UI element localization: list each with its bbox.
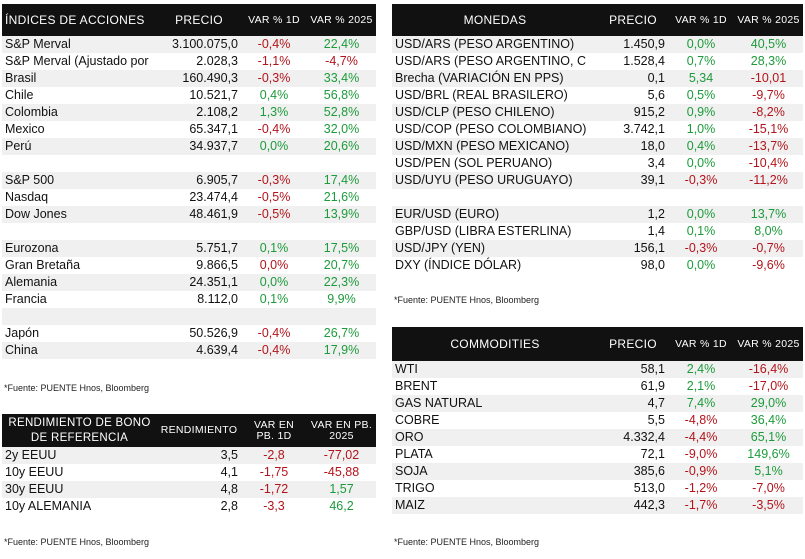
row-var-1d: -0,3% — [668, 172, 734, 189]
row-var-1d: 0,0% — [668, 155, 734, 172]
row-price: 61,9 — [598, 378, 668, 395]
row-var-2025: 26,7% — [307, 325, 376, 342]
table-row — [392, 240, 803, 257]
row-var-2025: -15,1% — [734, 121, 803, 138]
row-var-2025: -10,4% — [734, 155, 803, 172]
row-var-2025: -8,2% — [734, 104, 803, 121]
row-price: 98,0 — [598, 257, 668, 274]
spacer-row — [2, 223, 376, 240]
table-row — [392, 155, 803, 172]
row-price: 4,8 — [157, 481, 241, 498]
spacer-cell — [598, 189, 668, 206]
row-var-2025: 28,3% — [734, 53, 803, 70]
table-row — [392, 463, 803, 480]
row-name: GBP/USD (LIBRA ESTERLINA) — [392, 223, 598, 240]
row-name: USD/CLP (PESO CHILENO) — [392, 104, 598, 121]
row-var-1d: 0,0% — [668, 36, 734, 53]
row-var-2025: -9,6% — [734, 257, 803, 274]
row-name: SOJA — [392, 463, 598, 480]
row-price: 58,1 — [598, 361, 668, 378]
row-var-2025: 33,4% — [307, 70, 376, 87]
row-name: MAIZ — [392, 497, 598, 514]
row-var-1d: 0,4% — [668, 138, 734, 155]
spacer-cell — [307, 155, 376, 172]
row-var-1d: 0,1% — [241, 291, 307, 308]
table-row — [2, 206, 376, 223]
row-var-2025: -4,7% — [307, 53, 376, 70]
row-var-1d: -0,4% — [241, 325, 307, 342]
indices-source-note: *Fuente: PUENTE Hnos, Bloomberg — [4, 383, 150, 393]
table-row — [392, 121, 803, 138]
row-price: 48.461,9 — [157, 206, 241, 223]
row-name: Mexico — [2, 121, 157, 138]
row-name: USD/ARS (PESO ARGENTINO, C — [392, 53, 598, 70]
row-var-2025: 8,0% — [734, 223, 803, 240]
row-price: 915,2 — [598, 104, 668, 121]
row-var-2025: 20,6% — [307, 138, 376, 155]
currencies-header-var1d: VAR % 1D — [668, 4, 734, 36]
row-var-1d: -0,5% — [241, 206, 307, 223]
row-var-1d: -0,5% — [241, 189, 307, 206]
bonds-panel — [2, 414, 376, 515]
spacer-cell — [307, 223, 376, 240]
spacer-cell — [307, 308, 376, 325]
table-row — [2, 172, 376, 189]
row-var-2025: 5,1% — [734, 463, 803, 480]
row-price: 1.450,9 — [598, 36, 668, 53]
table-row — [392, 497, 803, 514]
row-var-2025: -3,5% — [734, 497, 803, 514]
spacer-cell — [157, 223, 241, 240]
table-row — [2, 70, 376, 87]
row-var-2025: 149,6% — [734, 446, 803, 463]
table-row — [2, 291, 376, 308]
row-var-1d: -4,8% — [668, 412, 734, 429]
table-row — [2, 138, 376, 155]
row-name: USD/COP (PESO COLOMBIANO) — [392, 121, 598, 138]
row-var-2025: 21,6% — [307, 189, 376, 206]
row-price: 442,3 — [598, 497, 668, 514]
row-name: 10y ALEMANIA — [2, 498, 157, 515]
row-var-2025: -45,88 — [307, 464, 376, 481]
indices-header-price: PRECIO — [157, 4, 241, 36]
bonds-header-yield: RENDIMIENTO — [157, 414, 241, 447]
spacer-row — [2, 308, 376, 325]
currencies-header-name: MONEDAS — [392, 4, 598, 36]
row-price: 160.490,3 — [157, 70, 241, 87]
table-row — [392, 138, 803, 155]
table-row — [2, 464, 376, 481]
row-price: 4,1 — [157, 464, 241, 481]
row-var-1d: 0,0% — [241, 274, 307, 291]
row-name: USD/ARS (PESO ARGENTINO) — [392, 36, 598, 53]
table-row — [392, 104, 803, 121]
spacer-cell — [157, 155, 241, 172]
bonds-header-var2025: VAR EN PB. 2025 — [307, 414, 376, 447]
table-row — [392, 378, 803, 395]
currencies-header-var2025: VAR % 2025 — [734, 4, 803, 36]
row-price: 1,4 — [598, 223, 668, 240]
commodities-panel — [392, 327, 803, 514]
commodities-header-price: PRECIO — [598, 327, 668, 361]
table-row — [392, 87, 803, 104]
row-price: 2,8 — [157, 498, 241, 515]
row-var-2025: -17,0% — [734, 378, 803, 395]
row-var-2025: 29,0% — [734, 395, 803, 412]
table-row — [2, 53, 376, 70]
row-var-1d: 5,34 — [668, 70, 734, 87]
row-var-1d: 0,0% — [668, 206, 734, 223]
row-price: 3,5 — [157, 447, 241, 464]
row-var-2025: 17,4% — [307, 172, 376, 189]
row-var-2025: 56,8% — [307, 87, 376, 104]
row-name: ORO — [392, 429, 598, 446]
row-var-1d: -0,9% — [668, 463, 734, 480]
row-price: 9.866,5 — [157, 257, 241, 274]
row-name: BRENT — [392, 378, 598, 395]
row-var-2025: -10,01 — [734, 70, 803, 87]
row-var-1d: 0,7% — [668, 53, 734, 70]
row-var-2025: 22,4% — [307, 36, 376, 53]
spacer-cell — [668, 189, 734, 206]
row-name: 2y EEUU — [2, 447, 157, 464]
row-var-1d: -3,3 — [241, 498, 307, 515]
row-price: 24.351,1 — [157, 274, 241, 291]
table-row — [2, 481, 376, 498]
row-name: Alemania — [2, 274, 157, 291]
row-var-2025: 40,5% — [734, 36, 803, 53]
spacer-row — [392, 189, 803, 206]
row-price: 3,4 — [598, 155, 668, 172]
row-price: 34.937,7 — [157, 138, 241, 155]
spacer-cell — [734, 189, 803, 206]
row-name: USD/PEN (SOL PERUANO) — [392, 155, 598, 172]
row-price: 2.108,2 — [157, 104, 241, 121]
table-row — [2, 498, 376, 515]
table-row — [392, 172, 803, 189]
table-row — [2, 104, 376, 121]
spacer-cell — [157, 308, 241, 325]
row-name: WTI — [392, 361, 598, 378]
row-name: S&P 500 — [2, 172, 157, 189]
row-price: 5.751,7 — [157, 240, 241, 257]
row-var-1d: -0,4% — [241, 342, 307, 359]
row-var-1d: -1,72 — [241, 481, 307, 498]
bonds-header-var1d: VAR EN PB. 1D — [241, 414, 307, 447]
row-var-1d: -2,8 — [241, 447, 307, 464]
row-name: Nasdaq — [2, 189, 157, 206]
row-var-1d: 0,9% — [668, 104, 734, 121]
table-row — [392, 446, 803, 463]
row-var-1d: -1,2% — [668, 480, 734, 497]
row-var-1d: 1,3% — [241, 104, 307, 121]
row-price: 4.332,4 — [598, 429, 668, 446]
row-price: 39,1 — [598, 172, 668, 189]
commodities-table — [392, 327, 803, 514]
row-price: 6.905,7 — [157, 172, 241, 189]
row-name: Chile — [2, 87, 157, 104]
bonds-source-note: *Fuente: PUENTE Hnos, Bloomberg — [4, 537, 150, 547]
row-var-1d: -4,4% — [668, 429, 734, 446]
row-var-1d: 7,4% — [668, 395, 734, 412]
table-row — [392, 429, 803, 446]
row-price: 18,0 — [598, 138, 668, 155]
bonds-header-name: RENDIMIENTO DE BONO DE REFERENCIA — [2, 414, 157, 447]
row-name: COBRE — [392, 412, 598, 429]
row-var-1d: 0,0% — [241, 257, 307, 274]
bonds-table — [2, 414, 376, 515]
row-price: 3.742,1 — [598, 121, 668, 138]
row-var-2025: 9,9% — [307, 291, 376, 308]
table-row — [2, 87, 376, 104]
row-name: DXY (ÍNDICE DÓLAR) — [392, 257, 598, 274]
row-var-2025: 13,9% — [307, 206, 376, 223]
row-name: PLATA — [392, 446, 598, 463]
row-name: USD/BRL (REAL BRASILERO) — [392, 87, 598, 104]
row-var-2025: 22,3% — [307, 274, 376, 291]
indices-header-name: ÍNDICES DE ACCIONES — [2, 4, 157, 36]
row-var-1d: 0,5% — [668, 87, 734, 104]
row-name: S&P Merval — [2, 36, 157, 53]
commodities-header-var1d: VAR % 1D — [668, 327, 734, 361]
table-row — [392, 412, 803, 429]
commodities-source-note: *Fuente: PUENTE Hnos, Bloomberg — [394, 537, 540, 547]
row-name: USD/UYU (PESO URUGUAYO) — [392, 172, 598, 189]
row-var-2025: 17,5% — [307, 240, 376, 257]
commodities-header-name: COMMODITIES — [392, 327, 598, 361]
row-var-1d: -1,1% — [241, 53, 307, 70]
row-price: 1,2 — [598, 206, 668, 223]
table-row — [2, 121, 376, 138]
currencies-header-price: PRECIO — [598, 4, 668, 36]
row-var-2025: 46,2 — [307, 498, 376, 515]
spacer-cell — [2, 155, 157, 172]
row-price: 4.639,4 — [157, 342, 241, 359]
row-price: 8.112,0 — [157, 291, 241, 308]
row-price: 0,1 — [598, 70, 668, 87]
row-var-1d: 0,4% — [241, 87, 307, 104]
row-name: S&P Merval (Ajustado por — [2, 53, 157, 70]
row-name: Dow Jones — [2, 206, 157, 223]
spacer-cell — [241, 223, 307, 240]
row-price: 65.347,1 — [157, 121, 241, 138]
row-var-1d: 0,0% — [668, 257, 734, 274]
row-price: 50.526,9 — [157, 325, 241, 342]
row-name: Japón — [2, 325, 157, 342]
row-price: 23.474,4 — [157, 189, 241, 206]
row-price: 2.028,3 — [157, 53, 241, 70]
row-name: EUR/USD (EURO) — [392, 206, 598, 223]
row-var-2025: -0,7% — [734, 240, 803, 257]
currencies-source-note: *Fuente: PUENTE Hnos, Bloomberg — [394, 295, 540, 305]
table-row — [2, 342, 376, 359]
row-name: Francia — [2, 291, 157, 308]
row-price: 385,6 — [598, 463, 668, 480]
row-var-2025: -11,2% — [734, 172, 803, 189]
table-row — [2, 189, 376, 206]
spacer-cell — [2, 223, 157, 240]
row-var-1d: -0,4% — [241, 121, 307, 138]
row-price: 72,1 — [598, 446, 668, 463]
row-var-2025: -77,02 — [307, 447, 376, 464]
table-row — [2, 240, 376, 257]
row-name: Eurozona — [2, 240, 157, 257]
row-name: 30y EEUU — [2, 481, 157, 498]
spacer-row — [2, 155, 376, 172]
row-var-2025: 17,9% — [307, 342, 376, 359]
row-name: China — [2, 342, 157, 359]
indices-header-var1d: VAR % 1D — [241, 4, 307, 36]
row-name: Colombia — [2, 104, 157, 121]
row-var-1d: 2,1% — [668, 378, 734, 395]
table-row — [392, 53, 803, 70]
row-var-1d: -0,4% — [241, 36, 307, 53]
row-price: 1.528,4 — [598, 53, 668, 70]
row-var-1d: 1,0% — [668, 121, 734, 138]
row-name: USD/MXN (PESO MEXICANO) — [392, 138, 598, 155]
row-var-1d: -0,3% — [241, 172, 307, 189]
indices-header-var2025: VAR % 2025 — [307, 4, 376, 36]
row-price: 10.521,7 — [157, 87, 241, 104]
table-row — [392, 361, 803, 378]
row-name: TRIGO — [392, 480, 598, 497]
row-var-1d: 2,4% — [668, 361, 734, 378]
row-name: Brasil — [2, 70, 157, 87]
table-row — [2, 36, 376, 53]
row-name: Gran Bretaña — [2, 257, 157, 274]
table-row — [392, 223, 803, 240]
row-var-1d: -1,75 — [241, 464, 307, 481]
spacer-cell — [2, 308, 157, 325]
table-row — [392, 480, 803, 497]
row-price: 5,5 — [598, 412, 668, 429]
row-var-1d: -0,3% — [668, 240, 734, 257]
row-var-2025: 13,7% — [734, 206, 803, 223]
row-var-1d: 0,1% — [668, 223, 734, 240]
row-var-2025: 32,0% — [307, 121, 376, 138]
row-var-2025: -7,0% — [734, 480, 803, 497]
currencies-table — [392, 4, 803, 274]
table-row — [392, 395, 803, 412]
row-var-2025: 20,7% — [307, 257, 376, 274]
table-row — [2, 325, 376, 342]
table-row — [392, 206, 803, 223]
row-price: 156,1 — [598, 240, 668, 257]
table-row — [392, 36, 803, 53]
row-var-2025: 52,8% — [307, 104, 376, 121]
table-row — [392, 70, 803, 87]
row-name: 10y EEUU — [2, 464, 157, 481]
table-row — [2, 274, 376, 291]
row-price: 5,6 — [598, 87, 668, 104]
row-var-2025: 1,57 — [307, 481, 376, 498]
row-var-1d: 0,1% — [241, 240, 307, 257]
row-name: GAS NATURAL — [392, 395, 598, 412]
row-price: 513,0 — [598, 480, 668, 497]
spacer-cell — [392, 189, 598, 206]
row-var-1d: -9,0% — [668, 446, 734, 463]
indices-panel — [2, 4, 376, 359]
spacer-cell — [241, 308, 307, 325]
row-var-2025: 36,4% — [734, 412, 803, 429]
row-price: 3.100.075,0 — [157, 36, 241, 53]
table-row — [2, 447, 376, 464]
commodities-header-var2025: VAR % 2025 — [734, 327, 803, 361]
spacer-cell — [241, 155, 307, 172]
row-name: Perú — [2, 138, 157, 155]
row-var-1d: -0,3% — [241, 70, 307, 87]
currencies-panel — [392, 4, 803, 274]
table-row — [392, 257, 803, 274]
indices-table — [2, 4, 376, 359]
row-var-1d: 0,0% — [241, 138, 307, 155]
row-var-2025: 65,1% — [734, 429, 803, 446]
row-name: Brecha (VARIACIÓN EN PPS) — [392, 70, 598, 87]
row-price: 4,7 — [598, 395, 668, 412]
row-var-2025: -13,7% — [734, 138, 803, 155]
row-name: USD/JPY (YEN) — [392, 240, 598, 257]
row-var-2025: -9,7% — [734, 87, 803, 104]
row-var-1d: -1,7% — [668, 497, 734, 514]
table-row — [2, 257, 376, 274]
row-var-2025: -16,4% — [734, 361, 803, 378]
